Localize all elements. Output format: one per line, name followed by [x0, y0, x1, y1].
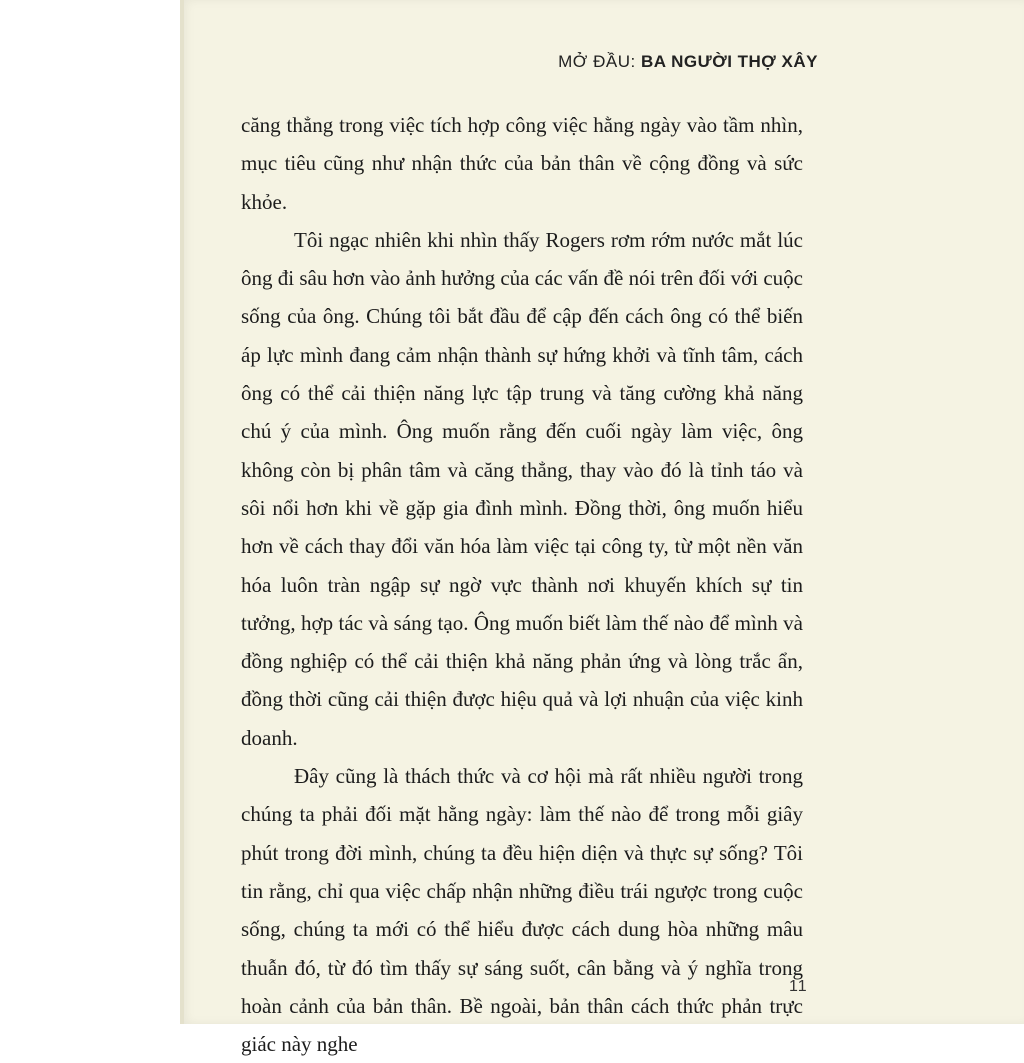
page-number: 11	[789, 978, 808, 995]
paragraph-1: căng thẳng trong việc tích hợp công việc hằng ngày vào tầm nhìn, mục tiêu cũng như nhận thức của bản thân về cộng đồng và sức khỏe.	[241, 113, 803, 214]
header-title: BA NGƯỜI THỢ XÂY	[640, 52, 818, 71]
page-gutter-edge	[180, 0, 184, 1024]
paragraph-3: Đây cũng là thách thức và cơ hội mà rất nhiều người trong chúng ta phải đối mặt hằng ngày: làm thế nào để trong mỗi giây phút trong đời mình, chúng ta đều hiện diện và thực sự sống? Tôi tin rằng, chỉ qua việc chấp nhận những điều trái ngược trong cuộc sống, chúng ta mới có thể hiểu được cách dung hòa những mâu thuẫn đó, từ đó tìm thấy sự sáng suốt, cân bằng và ý nghĩa trong hoàn cảnh của bản thân. Bề ngoài, bản thân cách thức phản trực giác này nghe	[241, 764, 803, 1057]
paragraph-2: Tôi ngạc nhiên khi nhìn thấy Rogers rơm rớm nước mắt lúc ông đi sâu hơn vào ảnh hưởng của các vấn đề nói trên đối với cuộc sống của ông. Chúng tôi bắt đầu để cập đến cách ông có thể biến áp lực mình đang cảm nhận thành sự hứng khởi và tĩnh tâm, cách ông có thể cải thiện năng lực tập trung và tăng cường khả năng chú ý của mình. Ông muốn rằng đến cuối ngày làm việc, ông không còn bị phân tâm và căng thẳng, thay vào đó là tỉnh táo và sôi nổi hơn khi về gặp gia đình mình. Đồng thời, ông muốn hiểu hơn về cách thay đổi văn hóa làm việc tại công ty, từ một nền văn hóa luôn tràn ngập sự ngờ vực thành nơi khuyến khích sự tin tưởng, hợp tác và sáng tạo. Ông muốn biết làm thế nào để mình và đồng nghiệp có thể cải thiện khả năng phản ứng và lòng trắc ẩn, đồng thời cũng cải thiện được hiệu quả và lợi nhuận của việc kinh doanh.	[241, 227, 803, 750]
running-header	[558, 52, 818, 72]
body-text	[241, 106, 803, 1063]
header-chapter: MỞ ĐẦU:	[558, 52, 636, 71]
